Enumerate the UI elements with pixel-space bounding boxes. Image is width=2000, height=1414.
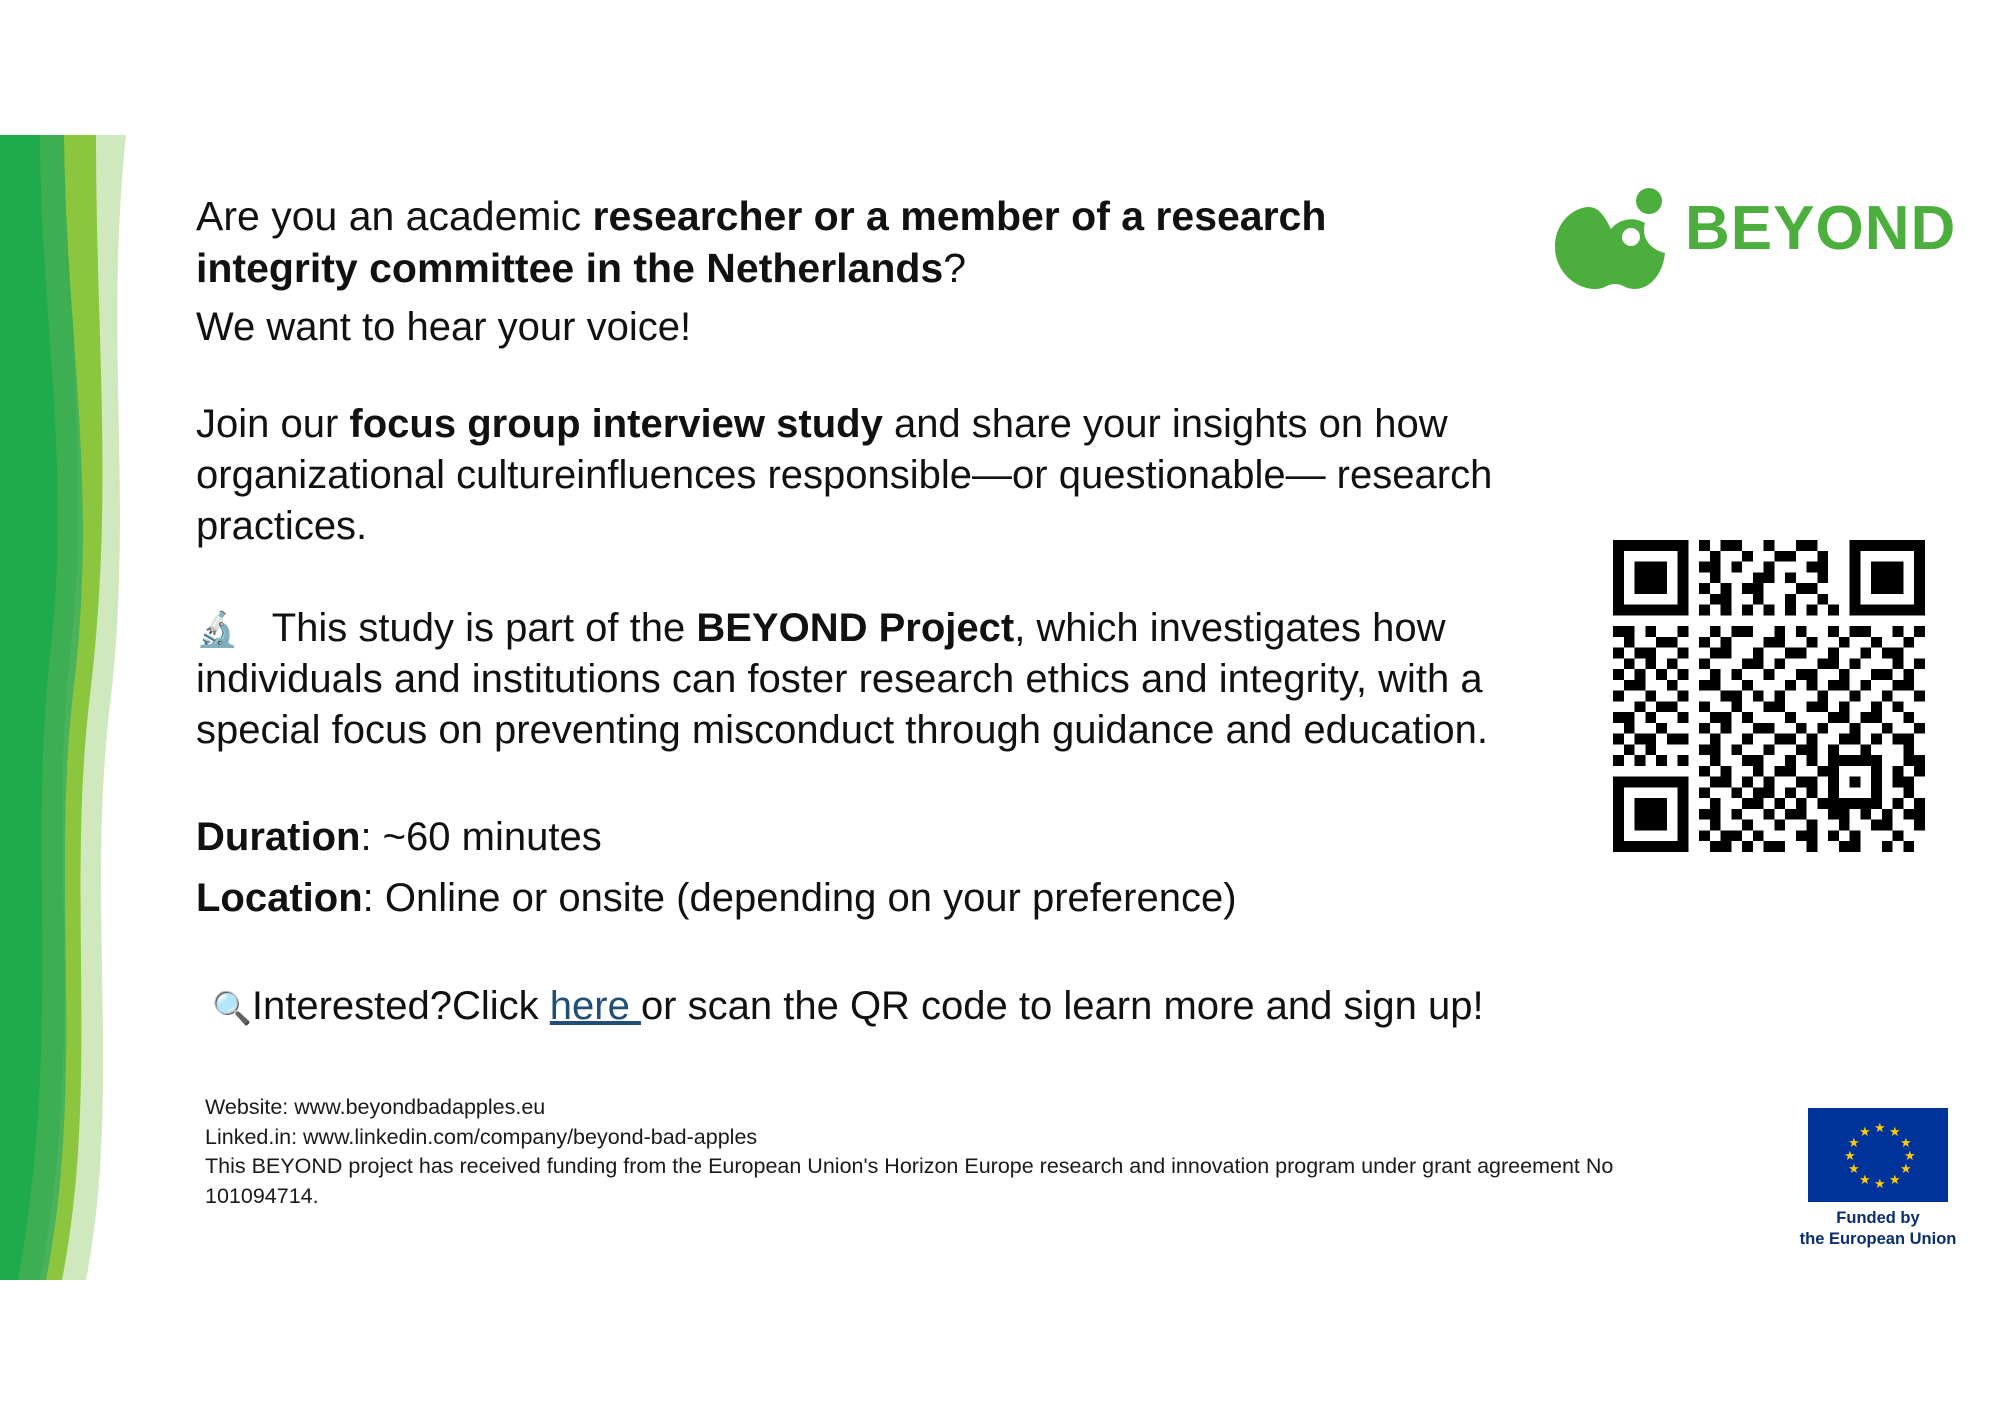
eu-funding-badge bbox=[1798, 1108, 1958, 1249]
footer-linkedin: Linked.in: www.linkedin.com/company/beyond-bad-apples bbox=[205, 1124, 758, 1149]
details-block bbox=[196, 812, 1496, 924]
join-paragraph bbox=[196, 399, 1496, 551]
duration-value: : ~60 minutes bbox=[360, 814, 602, 859]
footer-website: Website: www.beyondbadapples.eu bbox=[205, 1095, 546, 1119]
headline-bold: researcher or a member of a research integrity committee in the Netherlands bbox=[196, 193, 1327, 292]
study-part1: This study is part of the bbox=[271, 606, 697, 651]
join-part2: and share your insights on how organizational cultureinfluences responsible—or questionable— research practices. bbox=[196, 401, 1493, 548]
beyond-logo bbox=[1545, 185, 1957, 295]
cta-part1: Interested?Click bbox=[251, 984, 550, 1029]
eu-caption bbox=[1798, 1208, 1958, 1249]
cta-part2: or scan the QR code to learn more and sign up! bbox=[640, 984, 1484, 1029]
magnifier-icon: 🔍 bbox=[212, 989, 252, 1028]
cta-paragraph bbox=[196, 981, 1496, 1032]
eu-caption-line1: Funded by bbox=[1836, 1209, 1920, 1227]
headline-part1: Are you an academic bbox=[196, 193, 593, 239]
join-part1: Join our bbox=[196, 401, 350, 446]
headline bbox=[196, 190, 1496, 294]
location-label: Location bbox=[196, 875, 363, 920]
microscope-icon: 🔬 bbox=[196, 610, 239, 651]
study-part2: , which investigates how individuals and institutions can foster research ethics and integrity, with a special focus on preventing misconduct through guidance and education. bbox=[196, 606, 1488, 752]
study-bold: BEYOND Project bbox=[696, 606, 1015, 651]
join-bold: focus group interview study bbox=[349, 401, 883, 446]
eu-flag-icon: ★ ★ ★ ★ ★ ★ ★ ★ ★ ★ ★ ★ bbox=[1808, 1108, 1948, 1202]
poster-body bbox=[196, 190, 1496, 1032]
duration-row bbox=[196, 812, 1496, 863]
beyond-logo-text: BEYOND bbox=[1685, 194, 1957, 263]
study-paragraph bbox=[196, 603, 1496, 755]
eu-caption-line2: the European Union bbox=[1799, 1229, 1957, 1248]
qr-code[interactable] bbox=[1613, 540, 1925, 852]
subheadline: We want to hear your voice! bbox=[196, 305, 692, 350]
duration-label: Duration bbox=[196, 814, 361, 859]
beyond-apple-icon bbox=[1545, 185, 1675, 295]
location-value: : Online or onsite (depending on your preference) bbox=[362, 875, 1237, 920]
signup-link[interactable]: here bbox=[549, 984, 641, 1029]
footer-block bbox=[205, 1093, 1665, 1212]
footer-funding: This BEYOND project has received funding from the European Union's Horizon Europe research and innovation program under grant agreement No 101094714. bbox=[205, 1154, 1614, 1208]
location-row bbox=[196, 873, 1496, 924]
green-ribbon-decoration bbox=[0, 135, 170, 1280]
headline-part2: ? bbox=[943, 245, 967, 292]
